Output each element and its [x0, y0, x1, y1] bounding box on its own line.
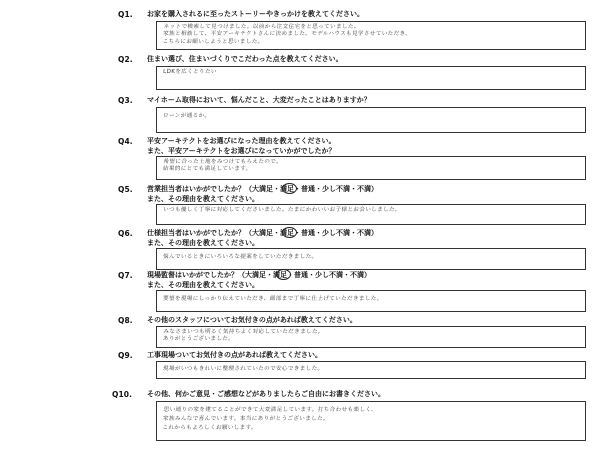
question-text: マイホーム取得において、悩んだこと、大変だったことはありますか？ — [147, 96, 371, 104]
question-text: お家を購入されるに至ったストーリーやきっかけを教えてください。 — [147, 10, 364, 18]
question-text: その他のスタッフについてお気付きの点があれば教えてください。 — [147, 316, 357, 324]
answer-box — [156, 204, 586, 225]
handwritten-answer: ローンが通るか。 — [162, 113, 211, 119]
handwritten-answer: ネットで検索して見つけました。以前から注文住宅をと思っていました。 家族と相談して、平安アーキテクトさんに決めました。モデルハウスも見学させていただき、 こちらにお願いしようと思いました。 — [162, 24, 412, 45]
answer-box — [156, 290, 586, 312]
handwritten-answer: 思い通りの家を建てることができて大変満足しています。打ち合わせも楽しく、 家族みんなで喜んでいます。本当にありがとうございました。 これからもよろしくお願いします。 — [162, 407, 378, 431]
question-number: Q7. — [118, 271, 133, 280]
question-number: Q9. — [118, 351, 133, 360]
answer-box — [156, 361, 586, 379]
answer-box — [156, 248, 586, 270]
answer-box — [156, 326, 586, 348]
handwritten-answer: いつも優しく丁寧に対応してくださいました。たまにかわいいお子様とお会いしました。 — [162, 207, 402, 213]
answer-box — [156, 401, 586, 441]
question-text: 営業担当者はいかがでしたか？（大満足・満足・普通・少し不満・不満） また、その理由を教えてください。 — [147, 185, 378, 203]
question-number: Q6. — [118, 229, 133, 238]
question-text: 平安アーキテクトをお選びになった理由を教えてください。 また、平安アーキテクトをお選びになっていかがでしたか？ — [147, 137, 336, 155]
answer-box — [156, 107, 586, 133]
question-number: Q4. — [118, 137, 133, 146]
answer-box — [156, 156, 586, 180]
answer-box — [156, 66, 586, 90]
handwritten-answer: 希望に合った土地をみつけてもらえたので。 結果的にとても満足しています。 — [162, 159, 283, 173]
question-number: Q8. — [118, 316, 133, 325]
selection-circle — [276, 269, 291, 280]
handwritten-answer: 現場がいつもきれいに整理されていたので安心できました。 — [162, 366, 324, 372]
question-text: その他、何かご意見・ご感想などがありましたらご自由にお書きください。 — [147, 390, 385, 398]
selection-circle — [282, 227, 297, 238]
handwritten-answer: 悩んでいるときにいろいろな提案をしていただきました。 — [162, 254, 318, 260]
question-number: Q5. — [118, 185, 133, 194]
answer-box — [156, 21, 586, 50]
question-text: 住まい選び、住まいづくりでこだわった点を教えてください。 — [147, 55, 343, 63]
selection-circle — [282, 183, 297, 194]
question-number: Q10. — [112, 390, 133, 399]
handwritten-answer: 要望を現場にしっかり伝えていただき、細部まで丁寧に仕上げていただきました。 — [162, 296, 383, 302]
question-number: Q3. — [118, 96, 133, 105]
handwritten-answer: LDKを広くとりたい — [162, 69, 218, 75]
question-number: Q2. — [118, 55, 133, 64]
handwritten-answer: みなさまいつも明るく気持ちよく対応していただきました。 ありがとうございました。 — [162, 329, 325, 343]
question-text: 現場監督はいかがでしたか？（大満足・満足・普通・少し不満・不満） また、その理由を教えてください。 — [147, 271, 371, 289]
question-text: 工事現場ついてお気付きの点があれば教えてください。 — [147, 351, 322, 359]
question-text: 仕様担当者はいかがでしたか？（大満足・満足・普通・少し不満・不満） また、その理由を教えてください。 — [147, 229, 378, 247]
question-number: Q1. — [118, 10, 133, 19]
